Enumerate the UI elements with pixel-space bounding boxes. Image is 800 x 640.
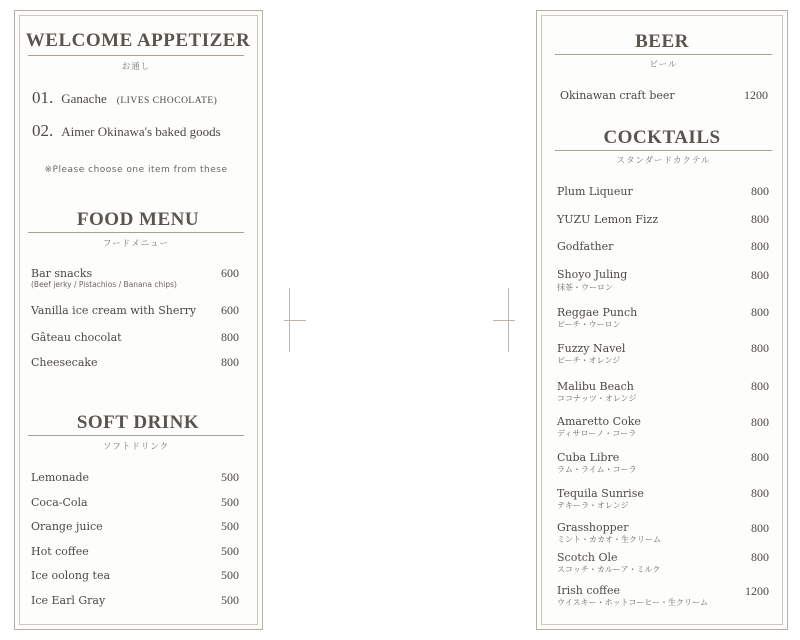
cocktail-name: Scotch Ole [557, 551, 618, 564]
cocktail-ingredients: ピーチ・ウーロン [557, 320, 621, 329]
cocktail-ingredients: ウイスキー・ホットコーヒー・生クリーム [557, 598, 709, 607]
food-item-price: 800 [221, 355, 239, 369]
appetizer-name: Aimer Okinawa's baked goods [61, 124, 221, 139]
cocktail-ingredients: ピーチ・オレンジ [557, 356, 621, 365]
soft-drink-heading: SOFT DRINK [76, 412, 200, 433]
appetizer-item [32, 121, 221, 141]
food-item-price: 800 [221, 330, 239, 344]
food-item-name: Bar snacks [31, 267, 93, 280]
cocktail-price: 800 [751, 415, 769, 429]
cocktail-price: 800 [751, 341, 769, 355]
cocktail-ingredients: スコッチ・カルーア・ミルク [557, 565, 661, 574]
cocktail-ingredients: ミント・カカオ・生クリーム [557, 535, 661, 544]
appetizer-number: 01. [32, 88, 54, 107]
beer-item-name: Okinawan craft beer [560, 89, 675, 102]
soft-drink-name: Orange juice [31, 520, 103, 533]
cocktail-price: 800 [751, 239, 769, 253]
food-menu-heading: FOOD MENU [76, 209, 200, 230]
soft-drink-price: 500 [221, 495, 239, 509]
appetizer-item [32, 88, 217, 108]
cocktail-ingredients: ディサローノ・コーラ [557, 429, 637, 438]
cocktail-name: Cuba Libre [557, 451, 620, 464]
cocktail-price: 800 [751, 268, 769, 282]
appetizer-subheading: お通し [121, 62, 151, 72]
soft-drink-subheading: ソフトドリンク [102, 442, 170, 452]
cocktail-ingredients: ココナッツ・オレンジ [557, 394, 637, 403]
cocktails-heading: COCKTAILS [603, 127, 721, 148]
cocktail-name: Fuzzy Navel [557, 342, 626, 355]
cocktail-name: Plum Liqueur [557, 185, 633, 198]
food-item-price: 600 [221, 266, 239, 280]
appetizer-name: Ganache [61, 91, 107, 106]
soft-drink-price: 500 [221, 470, 239, 484]
soft-drink-price: 500 [221, 593, 239, 607]
beer-subheading: ビール [649, 60, 678, 70]
soft-drink-name: Coca-Cola [31, 496, 88, 509]
cocktail-name: Grasshopper [557, 521, 629, 534]
cocktail-name: Amaretto Coke [557, 415, 641, 428]
soft-drink-price: 500 [221, 568, 239, 582]
cocktail-price: 800 [751, 550, 769, 564]
cocktail-ingredients: 抹茶・ウーロン [557, 283, 613, 292]
cocktail-name: Shoyo Juling [557, 268, 628, 281]
appetizer-rule [28, 55, 244, 56]
cocktail-price: 800 [751, 212, 769, 226]
cocktails-rule [555, 150, 772, 151]
cocktail-price: 800 [751, 379, 769, 393]
food-item-name: Vanilla ice cream with Sherry [31, 304, 197, 317]
food-item-note: (Beef jerky / Pistachios / Banana chips) [31, 280, 177, 289]
cocktail-ingredients: ラム・ライム・コーラ [557, 465, 637, 474]
cocktail-ingredients: テキーラ・オレンジ [557, 501, 629, 510]
crop-mark-horizontal [284, 320, 306, 321]
cocktail-name: Tequila Sunrise [557, 487, 644, 500]
cocktail-name: YUZU Lemon Fizz [557, 213, 659, 226]
soft-drink-name: Lemonade [31, 471, 90, 484]
appetizer-detail: (LIVES CHOCOLATE) [116, 96, 218, 106]
appetizer-heading: WELCOME APPETIZER [25, 30, 251, 51]
appetizer-number: 02. [32, 121, 54, 140]
cocktail-price: 800 [751, 450, 769, 464]
beer-item-price: 1200 [744, 88, 768, 102]
cocktail-price: 800 [751, 305, 769, 319]
crop-mark-horizontal [493, 320, 515, 321]
food-item-name: Gâteau chocolat [31, 331, 122, 344]
food-item-price: 600 [221, 303, 239, 317]
cocktail-price: 800 [751, 184, 769, 198]
soft-drink-name: Ice Earl Gray [31, 594, 106, 607]
cocktail-name: Godfather [557, 240, 614, 253]
soft-drink-name: Ice oolong tea [31, 569, 111, 582]
cocktail-name: Reggae Punch [557, 306, 638, 319]
appetizer-note: ※Please choose one item from these [44, 165, 228, 175]
beer-heading: BEER [635, 31, 689, 52]
cocktail-name: Irish coffee [557, 584, 620, 597]
soft-drink-name: Hot coffee [31, 545, 89, 558]
cocktail-price: 800 [751, 486, 769, 500]
cocktails-subheading: スタンダードカクテル [616, 156, 711, 166]
cocktail-name: Malibu Beach [557, 380, 634, 393]
soft-drink-price: 500 [221, 519, 239, 533]
soft-drink-rule [28, 435, 244, 436]
food-menu-subheading: フードメニュー [102, 239, 170, 249]
beer-rule [555, 54, 772, 55]
soft-drink-price: 500 [221, 544, 239, 558]
cocktail-price: 800 [751, 521, 769, 535]
cocktail-price: 1200 [745, 584, 769, 598]
food-menu-rule [28, 232, 244, 233]
food-item-name: Cheesecake [31, 356, 98, 369]
